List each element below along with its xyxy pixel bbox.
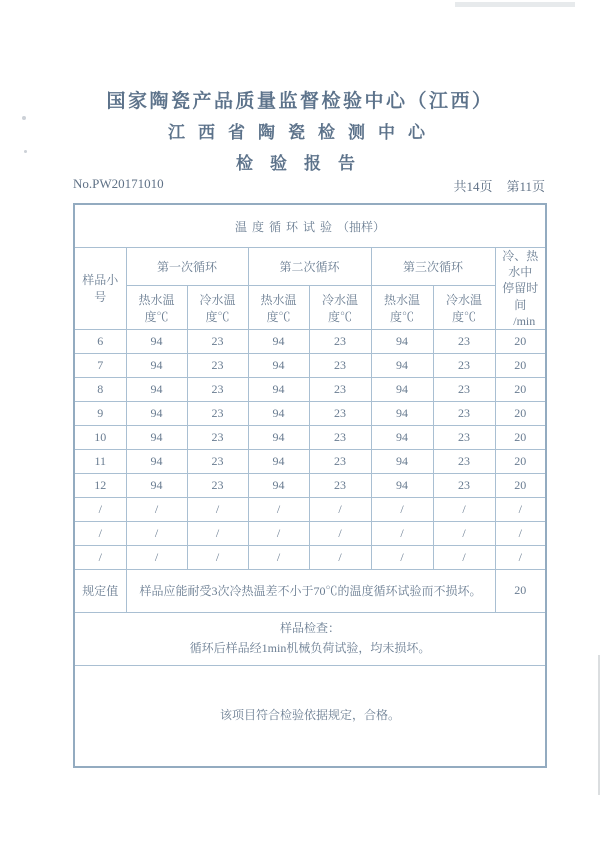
table-cell: 23 [309,401,371,425]
header-row-cycles [74,248,546,286]
test-result-table [73,203,547,768]
table-title-row [74,204,546,248]
table-cell: 20 [495,401,546,425]
table-cell: 23 [433,425,495,449]
table-cell: 94 [126,329,187,353]
col-header-cold-3: 冷水温度℃ [433,286,495,329]
org-name-line2: 江西省陶瓷检测中心 [168,123,438,142]
col-header-cold-2: 冷水温度℃ [309,286,371,329]
table-cell: 94 [126,449,187,473]
table-cell: 23 [187,353,248,377]
table-row [74,329,546,353]
table-cell: / [74,497,126,521]
table-row [74,401,546,425]
spec-text: 样品应能耐受3次冷热温差不小于70℃的温度循环试验而不损坏。 [126,569,495,612]
col-header-sample: 样品小号 [74,248,126,330]
table-cell: 23 [433,353,495,377]
table-cell: 94 [126,353,187,377]
table-cell: 10 [74,425,126,449]
table-cell: 23 [433,449,495,473]
table-cell: / [74,545,126,569]
table-cell: / [371,497,433,521]
table-cell: 20 [495,473,546,497]
table-cell: 23 [309,473,371,497]
table-cell: 94 [248,473,309,497]
sample-check-cell [74,612,546,665]
table-cell: 94 [371,473,433,497]
table-row [74,545,546,569]
table-cell: 23 [187,329,248,353]
table-cell: / [371,521,433,545]
table-cell: / [126,545,187,569]
table-cell: 23 [309,353,371,377]
table-cell: / [126,497,187,521]
table-cell: 11 [74,449,126,473]
table-cell: / [433,545,495,569]
table-cell: 23 [433,377,495,401]
conclusion-cell: 该项目符合检验依据规定，合格。 [74,665,546,767]
header-row-temps [74,286,546,329]
table-cell: 23 [309,449,371,473]
table-cell: / [187,497,248,521]
col-header-cycle-2: 第二次循环 [248,248,371,286]
table-cell: 94 [371,377,433,401]
table-cell: 94 [371,425,433,449]
table-row [74,473,546,497]
table-cell: / [495,497,546,521]
table-cell: / [309,545,371,569]
table-row [74,425,546,449]
spec-label: 规定值 [74,569,126,612]
table-cell: 94 [126,473,187,497]
table-cell: 23 [309,377,371,401]
table-cell: 23 [187,449,248,473]
table-cell: 23 [309,425,371,449]
table-cell: / [495,545,546,569]
table-cell: 23 [187,401,248,425]
page-current: 第11页 [506,179,545,194]
conclusion-row [74,665,546,767]
table-cell: 94 [248,377,309,401]
org-name-line1: 国家陶瓷产品质量监督检验中心（江西） [106,91,494,112]
report-number: No.PW20171010 [73,176,164,191]
table-cell: / [248,545,309,569]
page-total: 共14页 [453,179,493,194]
table-cell: 20 [495,377,546,401]
table-title: 温度循环试验（抽样） [74,204,546,248]
spec-dwell-value: 20 [495,569,546,612]
table-cell: 94 [371,449,433,473]
col-header-cycle-3: 第三次循环 [371,248,495,286]
table-cell: 8 [74,377,126,401]
table-cell: 9 [74,401,126,425]
table-cell: 23 [433,329,495,353]
table-cell: 94 [371,401,433,425]
table-cell: / [309,497,371,521]
table-cell: 94 [248,401,309,425]
table-cell: 20 [495,449,546,473]
table-row [74,377,546,401]
scan-smudge [455,2,575,7]
report-title: 检验报告 [236,154,372,173]
table-cell: 94 [371,353,433,377]
table-cell: / [433,521,495,545]
table-cell: / [187,521,248,545]
col-header-hot-3: 热水温度℃ [371,286,433,329]
table-cell: 94 [248,329,309,353]
table-row [74,353,546,377]
table-cell: 23 [433,401,495,425]
table-cell: 23 [433,473,495,497]
table-cell: / [495,521,546,545]
col-header-hot-2: 热水温度℃ [248,286,309,329]
table-cell: / [433,497,495,521]
table-cell: 23 [187,473,248,497]
table-cell: 23 [187,377,248,401]
meta-row [73,176,545,195]
table-cell: / [248,497,309,521]
table-cell: / [371,545,433,569]
table-cell: 94 [126,425,187,449]
col-header-cold-1: 冷水温度℃ [187,286,248,329]
table-cell: 23 [187,425,248,449]
table-cell: / [248,521,309,545]
sample-check-text: 循环后样品经1min机械负荷试验，均未损坏。 [189,640,431,655]
col-header-cycle-1: 第一次循环 [126,248,248,286]
table-cell: / [126,521,187,545]
table-cell: 94 [371,329,433,353]
page-indicator [439,176,545,195]
table-cell: 94 [248,449,309,473]
table-row [74,521,546,545]
table-cell: / [187,545,248,569]
table-cell: 7 [74,353,126,377]
col-header-hot-1: 热水温度℃ [126,286,187,329]
table-cell: 94 [126,401,187,425]
table-cell: 94 [126,377,187,401]
table-cell: 6 [74,329,126,353]
table-row [74,449,546,473]
table-cell: 20 [495,425,546,449]
sample-check-title: 样品检查： [280,621,341,636]
table-cell: 23 [309,329,371,353]
table-cell: 20 [495,353,546,377]
sample-check-row [74,612,546,665]
table-row [74,497,546,521]
table-cell: / [74,521,126,545]
table-cell: 94 [248,425,309,449]
table-cell: 12 [74,473,126,497]
table-cell: 20 [495,329,546,353]
col-header-dwell: 冷、热水中 停留时间 /min [495,248,546,330]
table-cell: / [309,521,371,545]
table-cell: 94 [248,353,309,377]
spec-row [74,569,546,612]
